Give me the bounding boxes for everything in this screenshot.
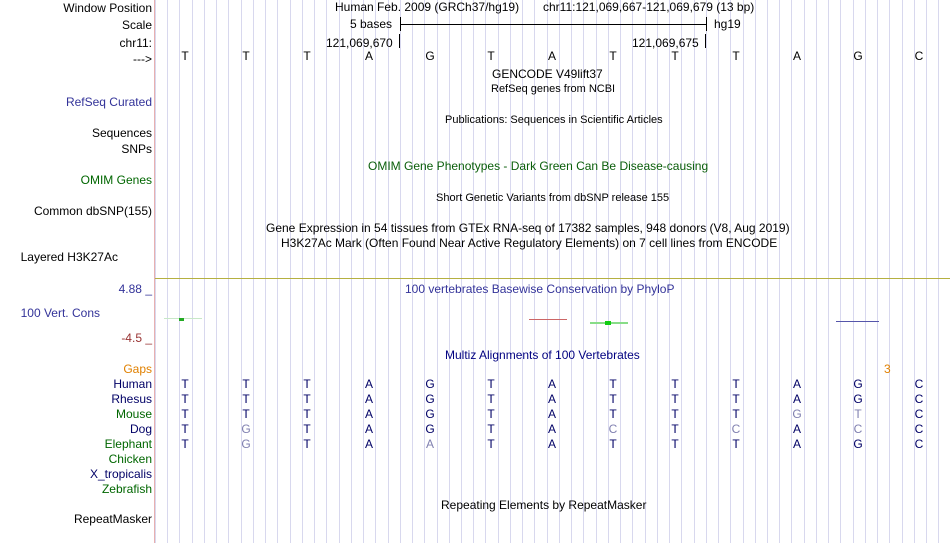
alignment-base: T [732,407,740,421]
scale-label: Scale [121,18,152,32]
alignment-base: T [303,437,311,451]
scale-bar [400,24,706,25]
grid-line [424,0,425,543]
base-letter: T [303,49,311,63]
grid-line [914,0,915,543]
gencode-track-title[interactable]: GENCODE V49lift37 [492,67,603,81]
grid-line [302,0,303,543]
alignment-base: T [487,392,495,406]
alignment-base: T [303,407,311,421]
omim-phenotypes-track-title[interactable]: OMIM Gene Phenotypes - Dark Green Can Be Disease-causing [368,159,709,173]
scale-bar-left-tick [400,17,401,31]
grid-line [216,0,217,543]
alignment-base: T [242,392,250,406]
grid-line [449,0,450,543]
grid-line [253,0,254,543]
coordinate-left-tick [399,34,400,48]
grid-line [694,0,695,543]
base-letter: T [242,49,250,63]
alignment-base: A [547,377,556,391]
grid-line [730,0,731,543]
dbsnp-track-desc: Short Genetic Variants from dbSNP release 155 [436,192,670,204]
grid-line [840,0,841,543]
grid-line [461,0,462,543]
alignment-base: T [487,377,495,391]
gaps-count: 3 [884,362,891,376]
alignment-base: T [732,437,740,451]
alignment-base: T [487,407,495,421]
grid-line [804,0,805,543]
grid-line [290,0,291,543]
alignment-base: T [181,407,189,421]
alignment-base: C [853,422,863,436]
species-dog-label[interactable]: Dog [129,422,152,436]
grid-line [485,0,486,543]
alignment-base: T [609,407,617,421]
base-letter: T [181,49,189,63]
alignment-base: T [671,437,679,451]
alignment-base: C [914,392,924,406]
alignment-base: T [487,422,495,436]
scale-bar-right-tick [706,17,707,31]
alignment-base: A [364,437,373,451]
cons-max-label: 4.88 _ [118,282,152,296]
grid-line [388,0,389,543]
grid-line [620,0,621,543]
omim-genes-label[interactable]: OMIM Genes [80,173,152,187]
grid-line [877,0,878,543]
track-labels [0,0,152,543]
h3k27ac-track-title[interactable]: H3K27Ac Mark (Often Found Near Active Regulatory Elements) on 7 cell lines from ENCODE [281,236,778,250]
species-xtropicalis-label[interactable]: X_tropicalis [89,467,152,481]
grid-line [657,0,658,543]
common-dbsnp-label[interactable]: Common dbSNP(155) [33,204,152,218]
grid-line [375,0,376,543]
assembly-title: Human Feb. 2009 (GRCh37/hg19) [335,0,520,14]
grid-line [326,0,327,543]
alignment-base: G [853,437,863,451]
base-letter: T [732,49,740,63]
alignment-base: A [364,392,373,406]
alignment-base: T [671,407,679,421]
refseq-track-desc: RefSeq genes from NCBI [491,83,616,95]
alignment-base: A [792,437,801,451]
refseq-curated-label[interactable]: RefSeq Curated [65,95,152,109]
phylop-track-title[interactable]: 100 vertebrates Basewise Conservation by PhyloP [405,282,675,296]
alignment-base: A [364,407,373,421]
alignment-base: C [914,407,924,421]
species-elephant-label[interactable]: Elephant [104,437,152,451]
grid-line [816,0,817,543]
grid-line [265,0,266,543]
scale-db-label: hg19 [714,17,741,31]
base-letter: G [425,49,435,63]
repeatmasker-label[interactable]: RepeatMasker [73,512,152,526]
alignment-base: A [792,392,801,406]
grid-line [400,0,401,543]
grid-line [681,0,682,543]
coordinate-left: 121,069,670 [326,36,393,50]
alignment-base: T [671,422,679,436]
alignment-base: A [547,407,556,421]
alignment-base: T [671,392,679,406]
alignment-base: C [914,377,924,391]
alignment-base: G [241,422,251,436]
phylop-mark [529,319,567,320]
publications-track-title[interactable]: Publications: Sequences in Scientific Articles [445,114,663,126]
alignment-base: T [671,377,679,391]
vert-cons-label[interactable]: 100 Vert. Cons [20,306,100,320]
grid-line [412,0,413,543]
grid-line [473,0,474,543]
grid-line [351,0,352,543]
phylop-mark [179,318,184,321]
conservation-divider [155,278,950,279]
alignment-base: G [853,377,863,391]
grid-line [669,0,670,543]
grid-line [767,0,768,543]
grid-line [889,0,890,543]
track-image[interactable] [155,0,950,543]
alignment-base: T [181,377,189,391]
alignment-base: G [853,392,863,406]
alignment-base: G [425,392,435,406]
grid-line [241,0,242,543]
alignment-base: T [609,392,617,406]
base-letter: A [547,49,556,63]
scale-bases-label: 5 bases [350,17,393,31]
grid-line [204,0,205,543]
alignment-base: G [792,407,802,421]
alignment-base: T [732,392,740,406]
grid-line [437,0,438,543]
alignment-base: G [241,437,251,451]
alignment-base: T [732,377,740,391]
species-chicken-label[interactable]: Chicken [108,452,152,466]
grid-line [902,0,903,543]
layered-h3k27ac-label[interactable]: Layered H3K27Ac [20,250,118,264]
base-letter: A [792,49,801,63]
alignment-base: T [609,377,617,391]
multiz-track-title[interactable]: Multiz Alignments of 100 Vertebrates [445,348,640,362]
species-mouse-label[interactable]: Mouse [115,407,152,421]
alignment-base: T [181,392,189,406]
grid-line [228,0,229,543]
repeatmasker-track-title[interactable]: Repeating Elements by RepeatMasker [441,498,647,512]
alignment-base: A [547,422,556,436]
coordinate-right: 121,069,675 [632,36,699,50]
grid-line [779,0,780,543]
snps-label[interactable]: SNPs [121,142,152,156]
species-rhesus-label[interactable]: Rhesus [111,392,152,406]
species-human-label[interactable]: Human [113,377,152,391]
grid-line [706,0,707,543]
base-letter: A [364,49,373,63]
alignment-base: G [425,377,435,391]
grid-line [743,0,744,543]
grid-line [853,0,854,543]
alignment-base: A [364,377,373,391]
grid-line [828,0,829,543]
alignment-base: C [914,437,924,451]
alignment-base: G [425,422,435,436]
chr-label: chr11: [119,36,152,50]
alignment-base: A [364,422,373,436]
grid-line [632,0,633,543]
alignment-base: T [303,377,311,391]
base-letter: T [609,49,617,63]
grid-line [277,0,278,543]
gtex-track-title[interactable]: Gene Expression in 54 tissues from GTEx RNA-seq of 17382 samples, 948 donors (V8, Aug 2019) [266,221,790,235]
grid-line [755,0,756,543]
species-zebrafish-label[interactable]: Zebrafish [101,482,152,496]
base-letter: T [671,49,679,63]
grid-line [865,0,866,543]
cons-min-label: -4.5 _ [121,331,152,345]
sequences-label[interactable]: Sequences [91,126,152,140]
alignment-base: T [242,377,250,391]
window-position-label: Window Position [63,1,152,15]
alignment-base: T [242,407,250,421]
coordinate-right-tick [705,34,706,48]
alignment-base: T [303,392,311,406]
grid-line [314,0,315,543]
alignment-base: T [609,437,617,451]
grid-line [179,0,180,543]
grid-line [938,0,939,543]
grid-line [167,0,168,543]
alignment-base: C [608,422,618,436]
alignment-base: T [181,422,189,436]
alignment-base: G [425,407,435,421]
position-readout: chr11:121,069,667-121,069,679 (13 bp) [543,0,755,14]
base-letter: C [914,49,924,63]
base-letter: G [853,49,863,63]
alignment-base: C [731,422,741,436]
grid-line [718,0,719,543]
alignment-base: T [181,437,189,451]
alignment-base: A [547,392,556,406]
grid-line [926,0,927,543]
gaps-label[interactable]: Gaps [123,362,152,376]
alignment-base: A [792,422,801,436]
alignment-base: T [487,437,495,451]
alignment-base: T [303,422,311,436]
grid-line [192,0,193,543]
alignment-base: T [854,407,862,421]
phylop-mark [836,321,879,322]
strand-arrow-label[interactable]: ---> [133,52,152,66]
grid-line [363,0,364,543]
alignment-base: C [914,422,924,436]
grid-line [791,0,792,543]
alignment-base: A [425,437,434,451]
alignment-base: A [547,437,556,451]
grid-line [339,0,340,543]
phylop-mark [605,321,611,325]
base-letter: T [487,49,495,63]
grid-line [155,0,156,543]
alignment-base: A [792,377,801,391]
grid-line [645,0,646,543]
